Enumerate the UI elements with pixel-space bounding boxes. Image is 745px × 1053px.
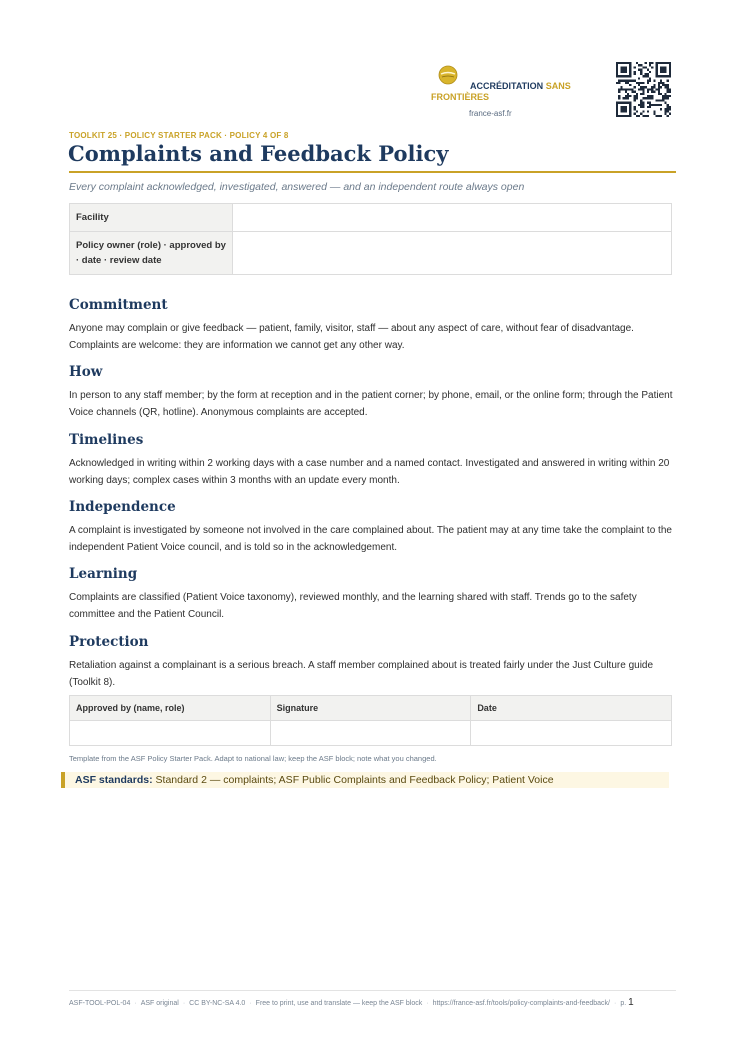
table-row	[70, 204, 672, 232]
facility-label: Facility	[70, 204, 233, 232]
section-body: Anyone may complain or give feedback — patient, family, visitor, staff — about any aspect of care, without fear of disadvantage. Complaints are welcome: they are information we cannot get any other way.	[69, 323, 634, 351]
document-kicker: TOOLKIT 25 · POLICY STARTER PACK · POLICY 4 OF 8	[69, 131, 289, 140]
footer-code: ASF-TOOL-POL-04	[69, 1000, 131, 1007]
footer-divider	[69, 990, 676, 991]
section-heading: Timelines	[69, 432, 144, 448]
qr-code-icon[interactable]	[616, 62, 671, 117]
footer-usage: Free to print, use and translate — keep the ASF block	[255, 1000, 423, 1007]
facility-field[interactable]	[233, 204, 672, 232]
info-table	[69, 203, 672, 275]
approved-by-field[interactable]	[70, 721, 271, 746]
section-body: Complaints are classified (Patient Voice taxonomy), reviewed monthly, and the learning shared with staff. Trends go to the safety committee and the Patient Council.	[69, 592, 637, 620]
date-header: Date	[471, 696, 672, 721]
standards-text: Standard 2 — complaints; ASF Public Complaints and Feedback Policy; Patient Voice	[155, 774, 554, 786]
policy-owner-field[interactable]	[233, 232, 672, 275]
brand-url[interactable]: france-asf.fr	[469, 109, 512, 118]
section-heading: How	[69, 364, 103, 380]
policy-owner-label: Policy owner (role) · approved by · date · review date	[70, 232, 233, 275]
page-title: Complaints and Feedback Policy	[68, 141, 449, 166]
section-learning	[69, 565, 676, 623]
section-heading: Independence	[69, 499, 176, 515]
table-header-row	[70, 696, 672, 721]
footer-link[interactable]: https://france-asf.fr/tools/policy-complaints-and-feedback/	[432, 1000, 610, 1007]
table-row	[70, 721, 672, 746]
title-divider	[69, 171, 676, 173]
footer-origin: ASF original	[140, 1000, 179, 1007]
brand-part-1: ACCRÉDITATION	[470, 81, 544, 91]
section-timelines	[69, 431, 676, 489]
table-row	[70, 232, 672, 275]
section-body: A complaint is investigated by someone not involved in the care complained about. The patient may at any time take the complaint to the independent Patient Voice council, and is told so in the acknowledgement.	[69, 525, 672, 553]
page-number: 1	[628, 997, 634, 1008]
page-footer: ASF-TOOL-POL-04 · ASF original · CC BY-NC-SA 4.0 · Free to print, use and translate — keep the ASF block · https://france-asf.fr/tools/policy-complaints-and-feedback/ · p. 1	[69, 997, 634, 1008]
section-commitment	[69, 296, 676, 354]
standards-callout	[61, 772, 669, 788]
brand-part-3: FRONTIÈRES	[431, 92, 490, 102]
signature-header: Signature	[270, 696, 471, 721]
footer-license: CC BY-NC-SA 4.0	[189, 1000, 246, 1007]
brand-name	[431, 81, 591, 103]
page-subtitle: Every complaint acknowledged, investigated, answered — and an independent route always open	[69, 181, 525, 193]
brand-part-2: SANS	[545, 81, 571, 91]
section-how	[69, 363, 676, 421]
section-protection	[69, 633, 676, 691]
signature-table	[69, 695, 672, 746]
section-heading: Protection	[69, 634, 149, 650]
section-independence	[69, 498, 676, 556]
standards-label: ASF standards:	[75, 774, 153, 786]
section-heading: Commitment	[69, 297, 168, 313]
section-body: Retaliation against a complainant is a serious breach. A staff member complained about is treated fairly under the Just Culture guide (Toolkit 8).	[69, 660, 654, 688]
section-body: In person to any staff member; by the form at reception and in the patient corner; by phone, email, or the online form; through the Patient Voice channels (QR, hotline). Anonymous complaints are accepted.	[69, 390, 673, 418]
footer-page-label: p.	[620, 1000, 627, 1007]
approved-by-header: Approved by (name, role)	[70, 696, 271, 721]
signature-field[interactable]	[270, 721, 471, 746]
page-header	[0, 0, 745, 125]
date-field[interactable]	[471, 721, 672, 746]
template-note: Template from the ASF Policy Starter Pack. Adapt to national law; keep the ASF block; note what you changed.	[69, 754, 437, 763]
section-body: Acknowledged in writing within 2 working days with a case number and a named contact. Investigated and answered in writing within 20 working days; complex cases within 3 months with an update every month.	[69, 458, 670, 486]
section-heading: Learning	[69, 566, 138, 582]
